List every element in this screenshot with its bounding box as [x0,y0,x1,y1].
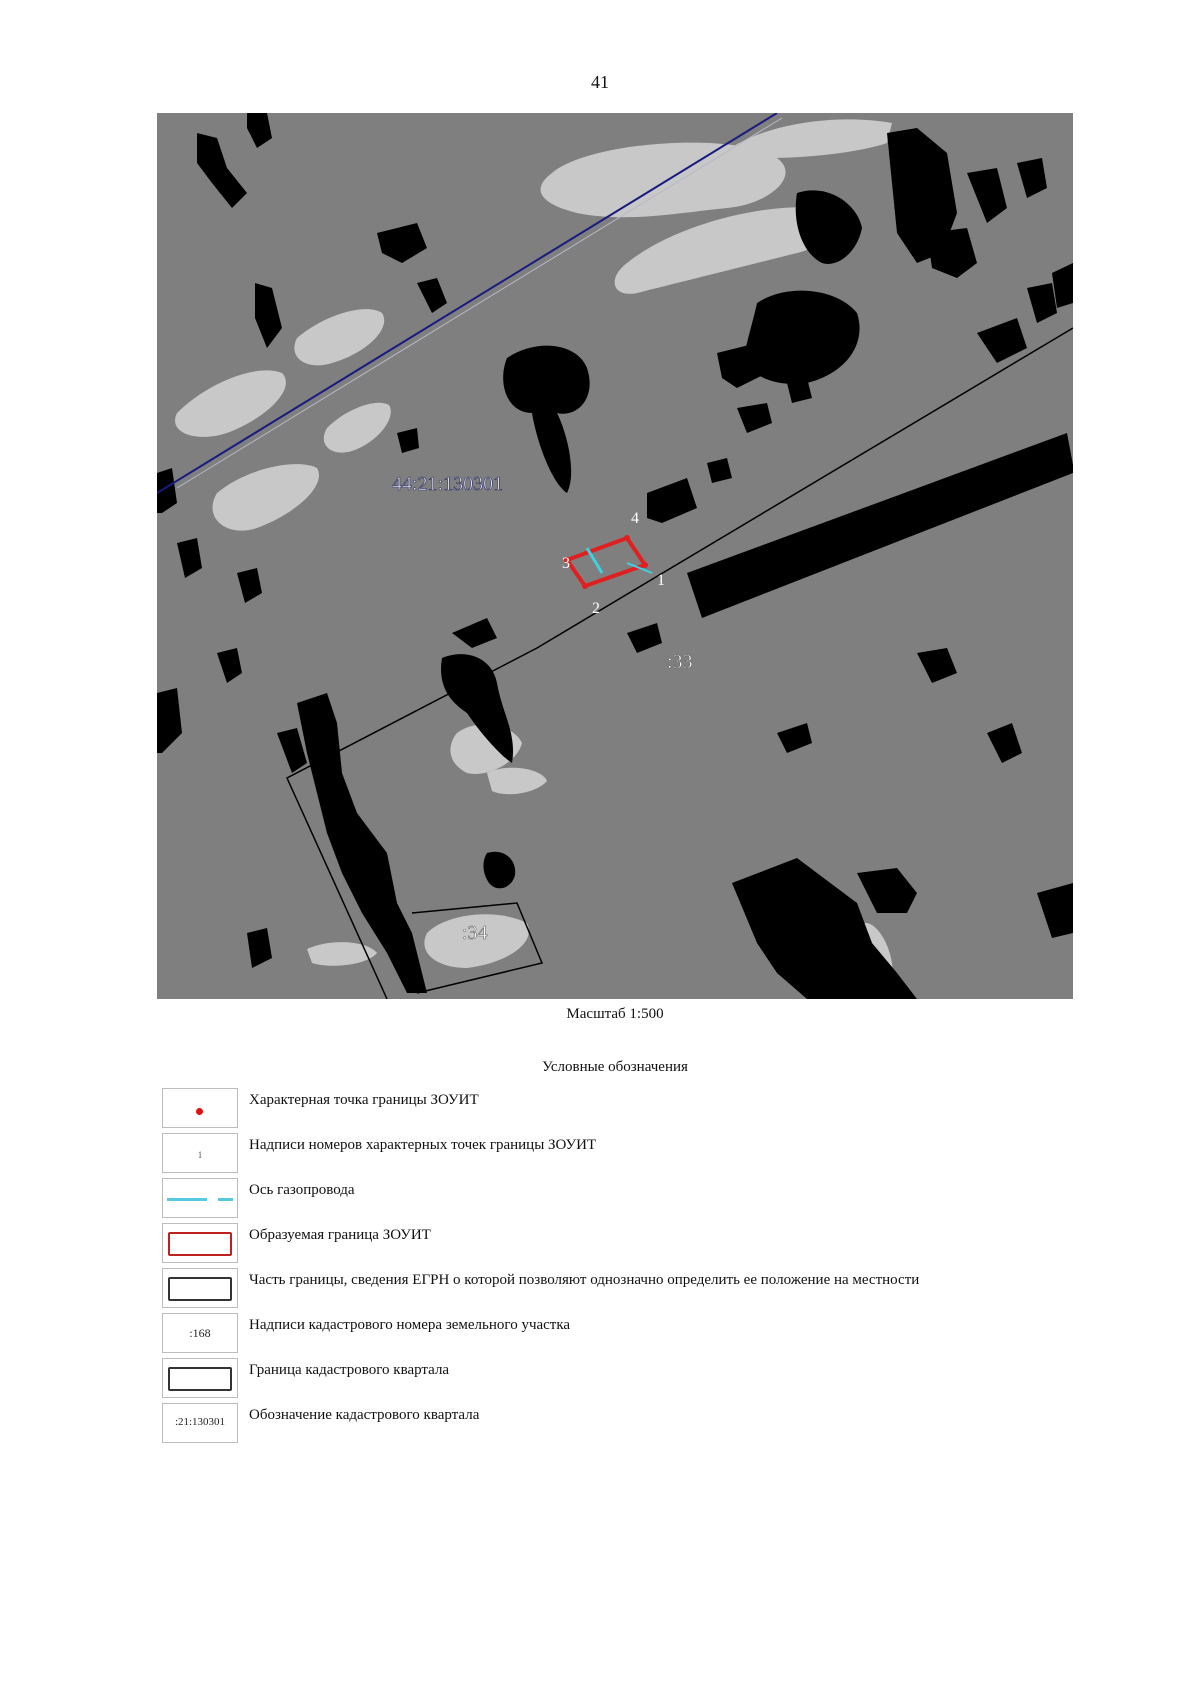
black-rect-icon [168,1277,232,1301]
gas-axis-icon-dash [218,1198,233,1201]
legend-symbol-box [162,1088,238,1128]
map-canvas [157,113,1073,999]
legend-item-text: Граница кадастрового квартала [249,1362,450,1378]
parcel-label-34: :34 [462,922,488,944]
quarter-number-icon: :21:130301 [174,1416,226,1428]
legend-item-text: Надписи кадастрового номера земельного участка [249,1317,571,1333]
point-label-1: 1 [657,572,665,589]
point-label-3: 3 [562,555,570,572]
legend-symbol-box [162,1403,238,1443]
legend-title: Условные обозначения [542,1059,688,1075]
quarter-rect-icon [168,1367,232,1391]
quarter-label: 44:21:130301 [392,473,504,495]
point-label-2: 2 [592,600,600,617]
red-dot-icon [196,1108,203,1115]
point-label-4: 4 [631,510,639,527]
point-number-icon: 1 [197,1150,203,1160]
legend-item-text: Часть границы, сведения ЕГРН о которой позволяют однозначно определить ее положение на местности [249,1272,920,1288]
legend-symbol-box [162,1358,238,1398]
legend-symbol-box [162,1223,238,1263]
boundary-point-2 [582,583,588,589]
legend-item-text: Образуемая граница ЗОУИТ [249,1227,431,1243]
legend-item-text: Характерная точка границы ЗОУИТ [249,1092,479,1108]
legend-symbol-box [162,1133,238,1173]
page-number: 41 [591,72,609,92]
gas-axis-icon [167,1198,207,1201]
legend-symbol-box [162,1178,238,1218]
cadastral-map[interactable] [157,113,1073,999]
parcel-number-icon: :168 [189,1326,211,1340]
legend-symbol-box [162,1268,238,1308]
scale-text: Масштаб 1:500 [566,1006,664,1022]
parcel-label-33: :33 [667,651,693,673]
legend-item-text: Ось газопровода [249,1182,355,1198]
legend-item-text: Обозначение кадастрового квартала [249,1407,480,1423]
boundary-point-1 [642,562,648,568]
boundary-point-4 [624,535,630,541]
legend-item-text: Надписи номеров характерных точек границы ЗОУИТ [249,1137,597,1153]
red-rect-icon [168,1232,232,1256]
legend-symbol-box [162,1313,238,1353]
